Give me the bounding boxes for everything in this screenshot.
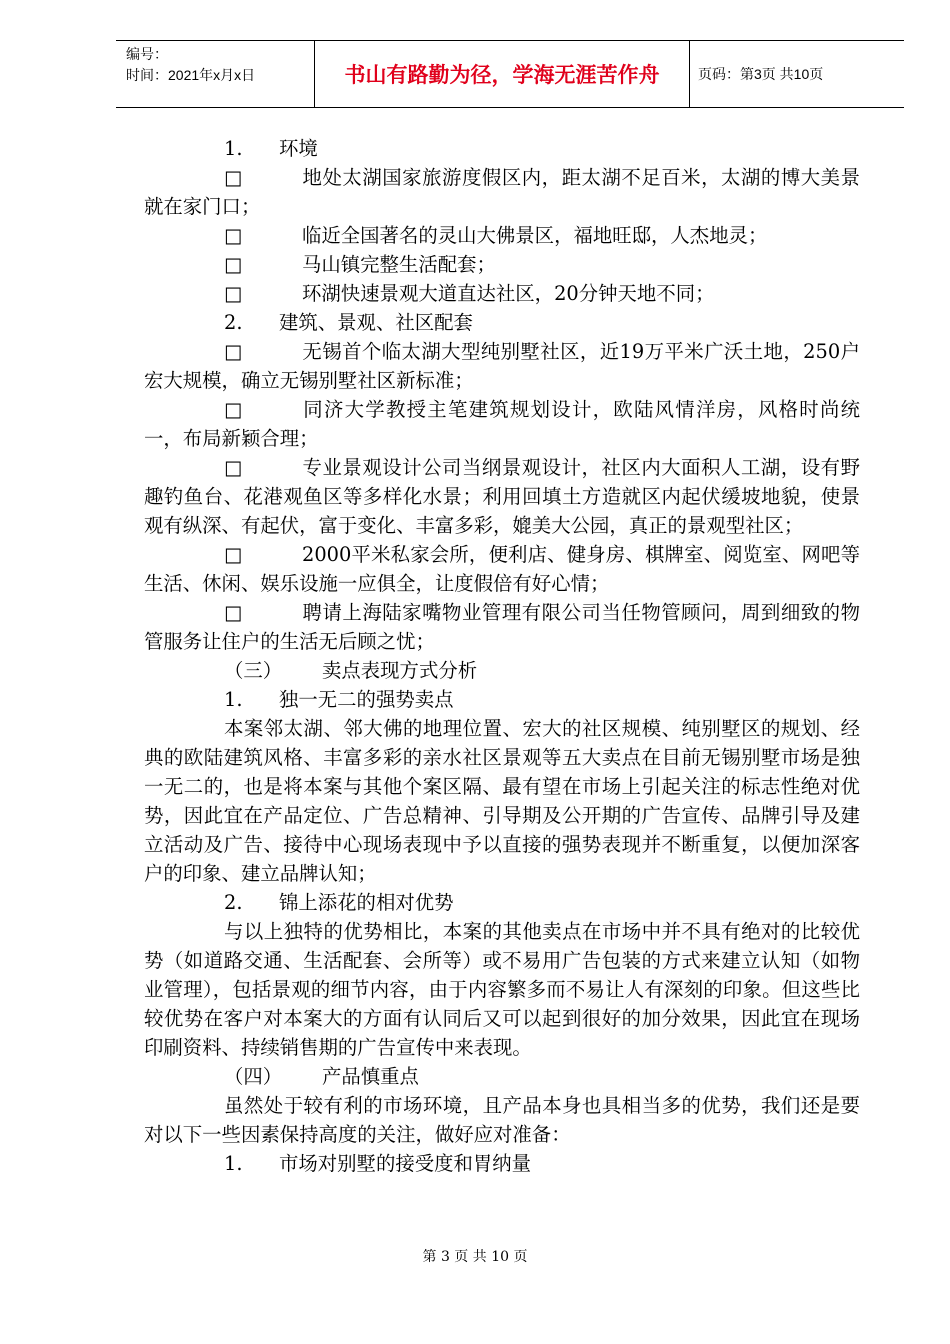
paragraph-box	[144, 337, 860, 395]
header-meta	[116, 41, 315, 107]
paragraph-num	[144, 134, 860, 163]
paragraph-plain	[144, 1091, 860, 1149]
paragraph-box	[144, 250, 860, 279]
paragraph-text: 马山镇完整生活配套；	[302, 253, 496, 276]
checkbox-bullet: □	[224, 166, 243, 189]
paragraph-text: 专业景观设计公司当纲景观设计，社区内大面积人工湖，设有野趣钓鱼台、花港观鱼区等多样化水景；利用回填土方造就区内起伏缓坡地貌，使景观有纵深、有起伏，富于变化、丰富多彩，媲美大公园，真正的景观型社区；	[144, 456, 860, 537]
list-marker: 2.	[224, 891, 243, 914]
paragraph-text: 环湖快速景观大道直达社区，20分钟天地不同；	[302, 282, 715, 305]
paragraph-text: 卖点表现方式分析	[322, 659, 478, 682]
checkbox-bullet: □	[224, 601, 243, 624]
page-header	[116, 40, 904, 108]
list-marker: 1.	[224, 137, 243, 160]
paragraph-text: 地处太湖国家旅游度假区内，距太湖不足百米，太湖的博大美景就在家门口；	[144, 166, 860, 218]
paragraph-box	[144, 279, 860, 308]
checkbox-bullet: □	[224, 253, 243, 276]
paragraph-text: 虽然处于较有利的市场环境，且产品本身也具相当多的优势，我们还是要对以下一些因素保持高度的关注，做好应对准备：	[144, 1094, 860, 1146]
paragraph-text: 与以上独特的优势相比，本案的其他卖点在市场中并不具有绝对的比较优势（如道路交通、生活配套、会所等）或不易用广告包装的方式来建立认知（如物业管理），包括景观的细节内容，由于内容繁多而不易让人有深刻的印象。但这些比较优势在客户对本案大的方面有认同后又可以起到很好的加分效果，因此宜在现场印刷资料、持续销售期的广告宣传中来表现。	[144, 920, 860, 1059]
paragraph-text: 本案邻太湖、邻大佛的地理位置、宏大的社区规模、纯别墅区的规划、经典的欧陆建筑风格、丰富多彩的亲水社区景观等五大卖点在目前无锡别墅市场是独一无二的，也是将本案与其他个案区隔、最有望在市场上引起关注的标志性绝对优势，因此宜在产品定位、广告总精神、引导期及公开期的广告宣传、品牌引导及建立活动及广告、接待中心现场表现中予以直接的强势表现并不断重复，以便加深客户的印象、建立品牌认知；	[144, 717, 860, 885]
paragraph-sec	[144, 656, 860, 685]
list-marker: 1.	[224, 1152, 243, 1175]
paragraph-num	[144, 308, 860, 337]
header-time-label: 时间：2021年x月x日	[126, 67, 256, 83]
paragraph-text: 临近全国著名的灵山大佛景区，福地旺邸，人杰地灵；	[302, 224, 768, 247]
header-motto: 书山有路勤为径，学海无涯苦作舟	[315, 41, 690, 107]
paragraph-box	[144, 540, 860, 598]
page-footer: 第 3 页 共 10 页	[422, 1249, 528, 1265]
paragraph-text: 建筑、景观、社区配套	[279, 311, 473, 334]
list-marker: 1.	[224, 688, 243, 711]
paragraph-num	[144, 685, 860, 714]
checkbox-bullet: □	[224, 456, 243, 479]
paragraph-text: 产品慎重点	[322, 1065, 419, 1088]
checkbox-bullet: □	[224, 340, 243, 363]
checkbox-bullet: □	[224, 282, 243, 305]
paragraph-text: 锦上添花的相对优势	[279, 891, 454, 914]
document-body	[144, 134, 860, 1178]
paragraph-plain	[144, 917, 860, 1062]
paragraph-box	[144, 163, 860, 221]
header-page-info: 页码：第3页 共10页	[698, 66, 824, 82]
paragraph-num	[144, 1149, 860, 1178]
paragraph-text: 聘请上海陆家嘴物业管理有限公司当任物管顾问，周到细致的物管服务让住户的生活无后顾之忧；	[144, 601, 860, 653]
list-marker: （三）	[224, 659, 283, 682]
list-marker: 2.	[224, 311, 243, 334]
paragraph-text: 无锡首个临太湖大型纯别墅社区，近19万平米广沃土地，250户宏大规模，确立无锡别墅社区新标准；	[144, 340, 860, 392]
paragraph-text: 2000平米私家会所，便利店、健身房、棋牌室、阅览室、网吧等生活、休闲、娱乐设施一应俱全，让度假倍有好心情；	[144, 543, 860, 595]
checkbox-bullet: □	[224, 224, 243, 247]
list-marker: （四）	[224, 1065, 283, 1088]
paragraph-plain	[144, 714, 860, 888]
checkbox-bullet: □	[224, 398, 243, 421]
paragraph-box	[144, 598, 860, 656]
checkbox-bullet: □	[224, 543, 243, 566]
paragraph-text: 同济大学教授主笔建筑规划设计，欧陆风情洋房，风格时尚统一，布局新颖合理；	[144, 398, 860, 450]
header-number-label: 编号：	[126, 46, 168, 62]
paragraph-box	[144, 395, 860, 453]
paragraph-num	[144, 888, 860, 917]
paragraph-sec	[144, 1062, 860, 1091]
paragraph-box	[144, 221, 860, 250]
paragraph-box	[144, 453, 860, 540]
paragraph-text: 市场对别墅的接受度和胃纳量	[279, 1152, 532, 1175]
paragraph-text: 环境	[279, 137, 318, 160]
paragraph-text: 独一无二的强势卖点	[279, 688, 454, 711]
